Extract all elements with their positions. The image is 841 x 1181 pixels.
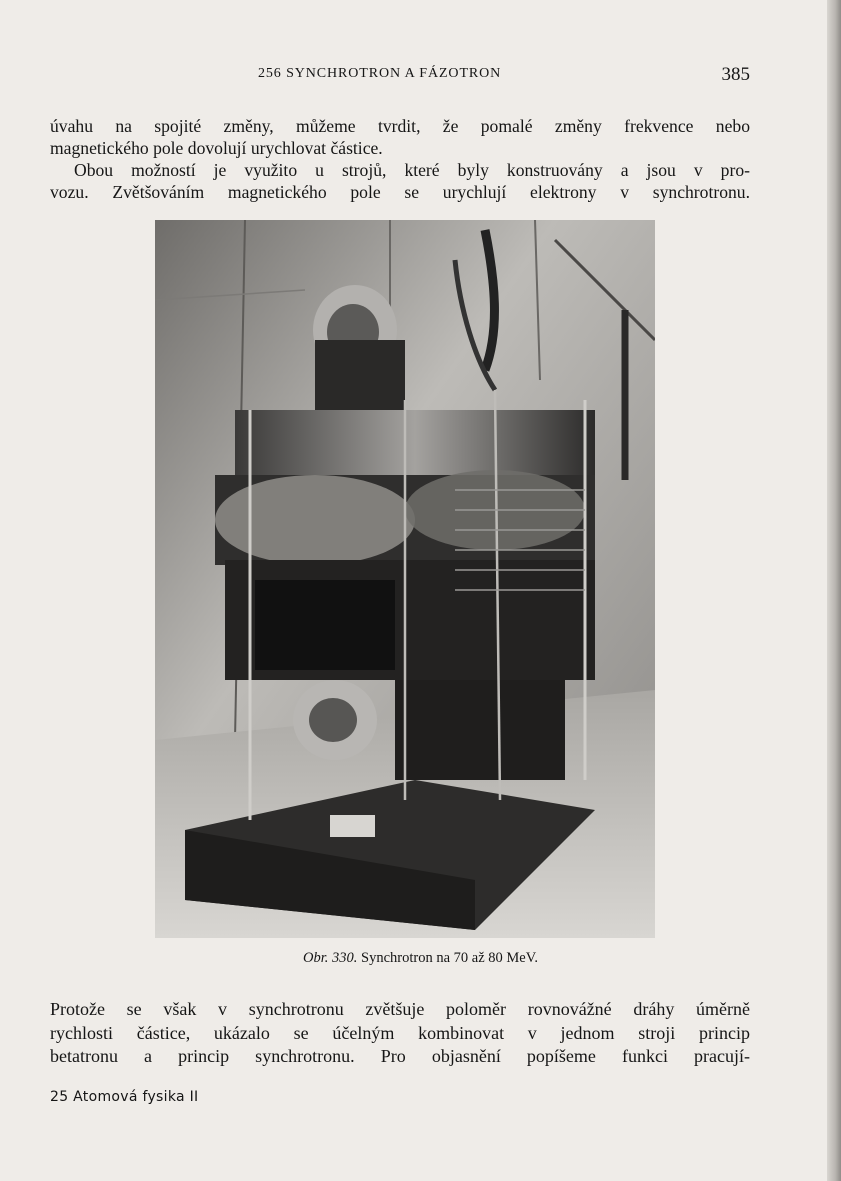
footer-signature: 25 Atomová fysika II — [50, 1089, 199, 1105]
text-line: betatronu a princip synchrotronu. Pro objasnění popíšeme funkci pracují- — [50, 1046, 750, 1066]
page-number: 385 — [721, 64, 750, 85]
text-line: Protože se však v synchrotronu zvětšuje poloměr rovnovážné dráhy úměrně — [50, 999, 750, 1019]
figure-label: Obr. 330. — [303, 950, 358, 966]
paragraph-top — [50, 115, 750, 203]
figure-caption-text: Synchrotron na 70 až 80 MeV. — [361, 950, 538, 966]
synchrotron-photo — [155, 220, 655, 938]
text-line: vozu. Zvětšováním magnetického pole se urychlují elektrony v synchrotronu. — [50, 182, 750, 202]
paragraph-bottom — [50, 998, 750, 1069]
running-head: 256 SYNCHROTRON A FÁZOTRON — [258, 66, 502, 81]
page-header — [50, 64, 750, 88]
text-line: rychlosti částice, ukázalo se účelným kombinovat v jednom stroji princip — [50, 1022, 750, 1043]
text-line: úvahu na spojité změny, můžeme tvrdit, že pomalé změny frekvence nebo — [50, 116, 750, 136]
text-line: Obou možností je využito u strojů, které byly konstruovány a jsou v pro- — [74, 160, 750, 180]
text-line: magnetického pole dovolují urychlovat částice. — [50, 138, 383, 158]
page-edge — [827, 0, 841, 1181]
figure-caption — [0, 950, 841, 967]
